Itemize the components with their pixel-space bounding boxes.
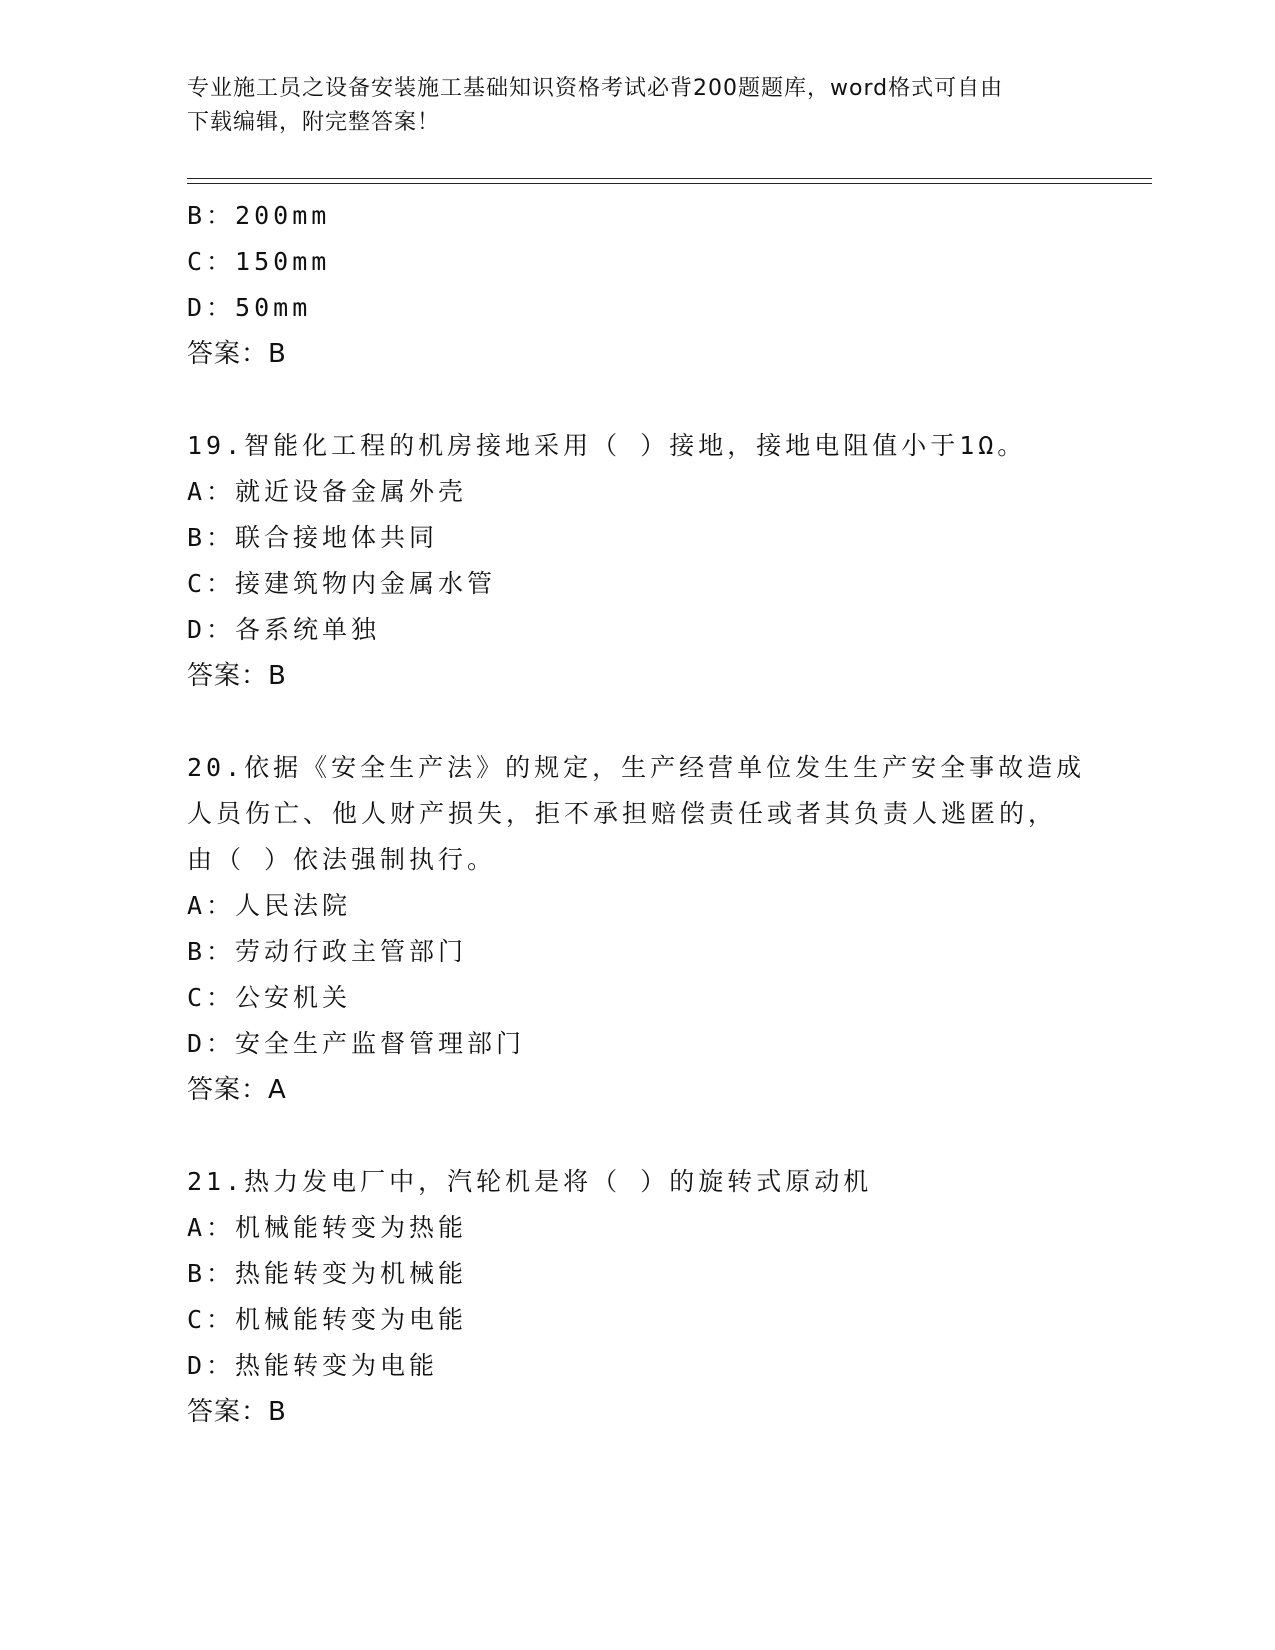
header-divider-top (187, 178, 1152, 179)
answer-line: 答案：A (187, 1075, 287, 1105)
answer-line: 答案：B (187, 661, 287, 691)
question-stem-continued: 由（ ）依法强制执行。 (187, 845, 497, 874)
option-b: B：热能转变为机械能 (187, 1259, 468, 1288)
answer-line: 答案：B (187, 1397, 287, 1427)
spacer (187, 1113, 1087, 1159)
option-c: C：公安机关 (187, 983, 352, 1012)
header-line-2: 下载编辑，附完整答案！ (187, 110, 441, 135)
option-c: C：机械能转变为电能 (187, 1305, 468, 1334)
question-stem: 20.依据《安全生产法》的规定，生产经营单位发生生产安全事故造成 (187, 753, 1086, 782)
option-a: A：机械能转变为热能 (187, 1213, 468, 1242)
spacer (187, 699, 1087, 745)
spacer (187, 377, 1087, 423)
question-20 (187, 745, 1087, 1113)
option-b: B：联合接地体共同 (187, 523, 439, 552)
document-header (187, 72, 1087, 140)
question-content (187, 193, 1087, 1435)
header-divider-bottom (187, 183, 1152, 184)
option-d: D：热能转变为电能 (187, 1351, 439, 1380)
option-d: D：各系统单独 (187, 615, 381, 644)
question-21 (187, 1159, 1087, 1435)
option-c: C：接建筑物内金属水管 (187, 569, 497, 598)
option-b: B：劳动行政主管部门 (187, 937, 468, 966)
option-b: B：200mm (187, 201, 331, 230)
question-18-continued (187, 193, 1087, 377)
option-d: D：安全生产监督管理部门 (187, 1029, 526, 1058)
option-c: C：150mm (187, 247, 331, 276)
answer-line: 答案：B (187, 339, 287, 369)
question-stem: 21.热力发电厂中，汽轮机是将（ ）的旋转式原动机 (187, 1167, 873, 1196)
question-stem-continued: 人员伤亡、他人财产损失，拒不承担赔偿责任或者其负责人逃匿的， (187, 799, 1058, 828)
question-19 (187, 423, 1087, 699)
option-a: A：人民法院 (187, 891, 352, 920)
option-d: D：50mm (187, 293, 312, 322)
option-a: A：就近设备金属外壳 (187, 477, 468, 506)
question-stem: 19.智能化工程的机房接地采用（ ）接地，接地电阻值小于1Ω。 (187, 431, 1027, 460)
header-line-1: 专业施工员之设备安装施工基础知识资格考试必背200题题库，word格式可自由 (187, 76, 1004, 101)
